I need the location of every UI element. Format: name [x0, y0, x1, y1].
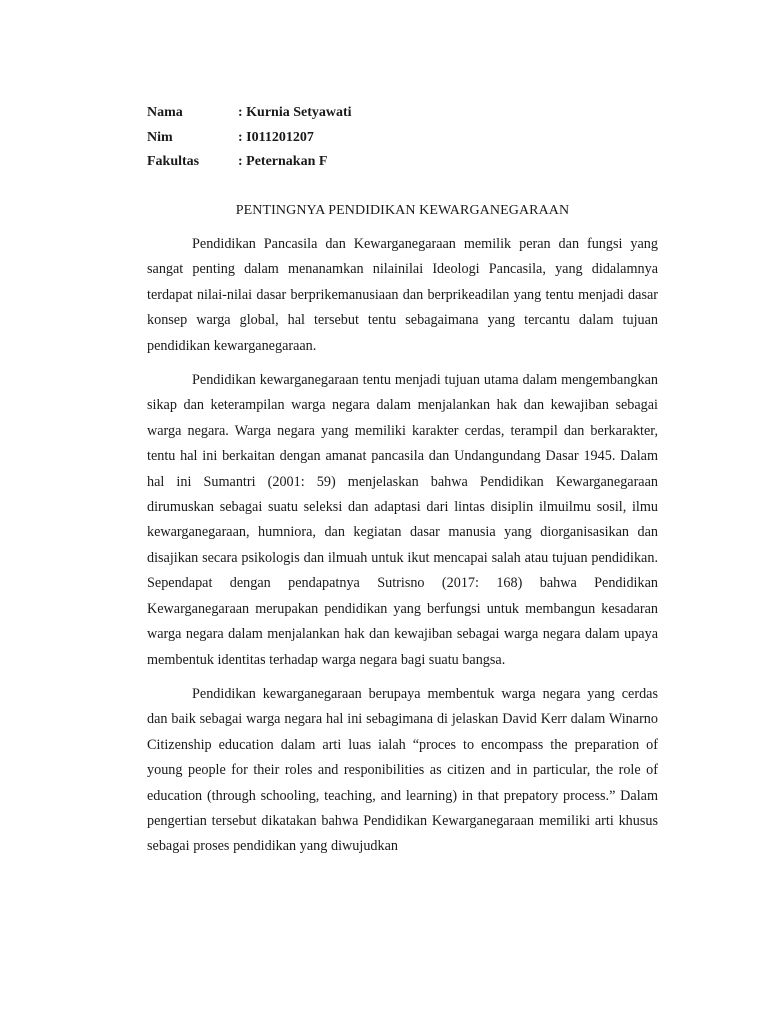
info-value: : Kurnia Setyawati [238, 105, 352, 121]
info-label: Fakultas [147, 154, 200, 170]
info-value: : Peternakan F [238, 154, 328, 170]
document-title: PENTINGNYA PENDIDIKAN KEWARGANEGARAAN [235, 203, 570, 218]
info-value: : I011201207 [238, 129, 314, 145]
paragraph: Pendidikan Pancasila dan Kewarganegaraan memilik peran dan fungsi yang sangat penting dalam menanamkan nilainilai Ideologi Pancasila, yang didalamnya terdapat nilai-nilai dasar berprikemanusiaan dan berprikeadilan yang tentu menjadi dasar konsep warga global, hal tersebut tentu sebagaimana yang tercantu dalam tujuan pendidikan kewarganegaraan. [147, 236, 658, 354]
info-row-nama [147, 101, 352, 126]
paragraph: Pendidikan kewarganegaraan tentu menjadi tujuan utama dalam mengembangkan sikap dan keterampilan warga negara dalam menjalankan hak dan kewajiban sebagai warga negara. Warga negara yang memiliki karakter cerdas, terampil dan berkarakter, tentu hal ini berkaitan dengan amanat pancasila dan Undangundang Dasar 1945. Dalam hal ini Sumantri (2001: 59) menjelaskan bahwa Pendidikan Kewarganegaraan dirumuskan sebagai suatu seleksi dan adaptasi dari lintas disiplin ilmuilmu sosil, ilmu kewarganegaraan, humniora, dan kegiatan dasar manusia yang diorganisasikan dan disajikan secara psikologis dan ilmuah untuk ikut mencapai salah atau tujuan pendidikan. Sependapat dengan pendapatnya Sutrisno (2017: 168) bahwa Pendidikan Kewarganegaraan merupakan pendidikan yang berfungsi untuk membangun kesadaran warga negara dalam menjalankan hak dan kewajiban sebagai warga negara dalam upaya membentuk identitas terhadap warga negara bagi suatu bangsa. [147, 372, 658, 668]
info-label: Nama [147, 105, 183, 121]
document-body [147, 232, 658, 860]
info-row-nim [147, 126, 352, 151]
info-label: Nim [147, 129, 173, 145]
info-row-fakultas [147, 150, 352, 175]
student-info [147, 101, 352, 175]
paragraph: Pendidikan kewarganegaraan berupaya membentuk warga negara yang cerdas dan baik sebagai warga negara hal ini sebagimana di jelaskan David Kerr dalam Winarno Citizenship education dalam arti luas ialah “proces to encompass the preparation of young people for their roles and responibilities as citizen and in particular, the role of education (through schooling, teaching, and learning) in that prepatory process.” Dalam pengertian tersebut dikatakan bahwa Pendidikan Kewarganegaraan memiliki arti khusus sebagai proses pendidikan yang diwujudkan [147, 685, 658, 855]
